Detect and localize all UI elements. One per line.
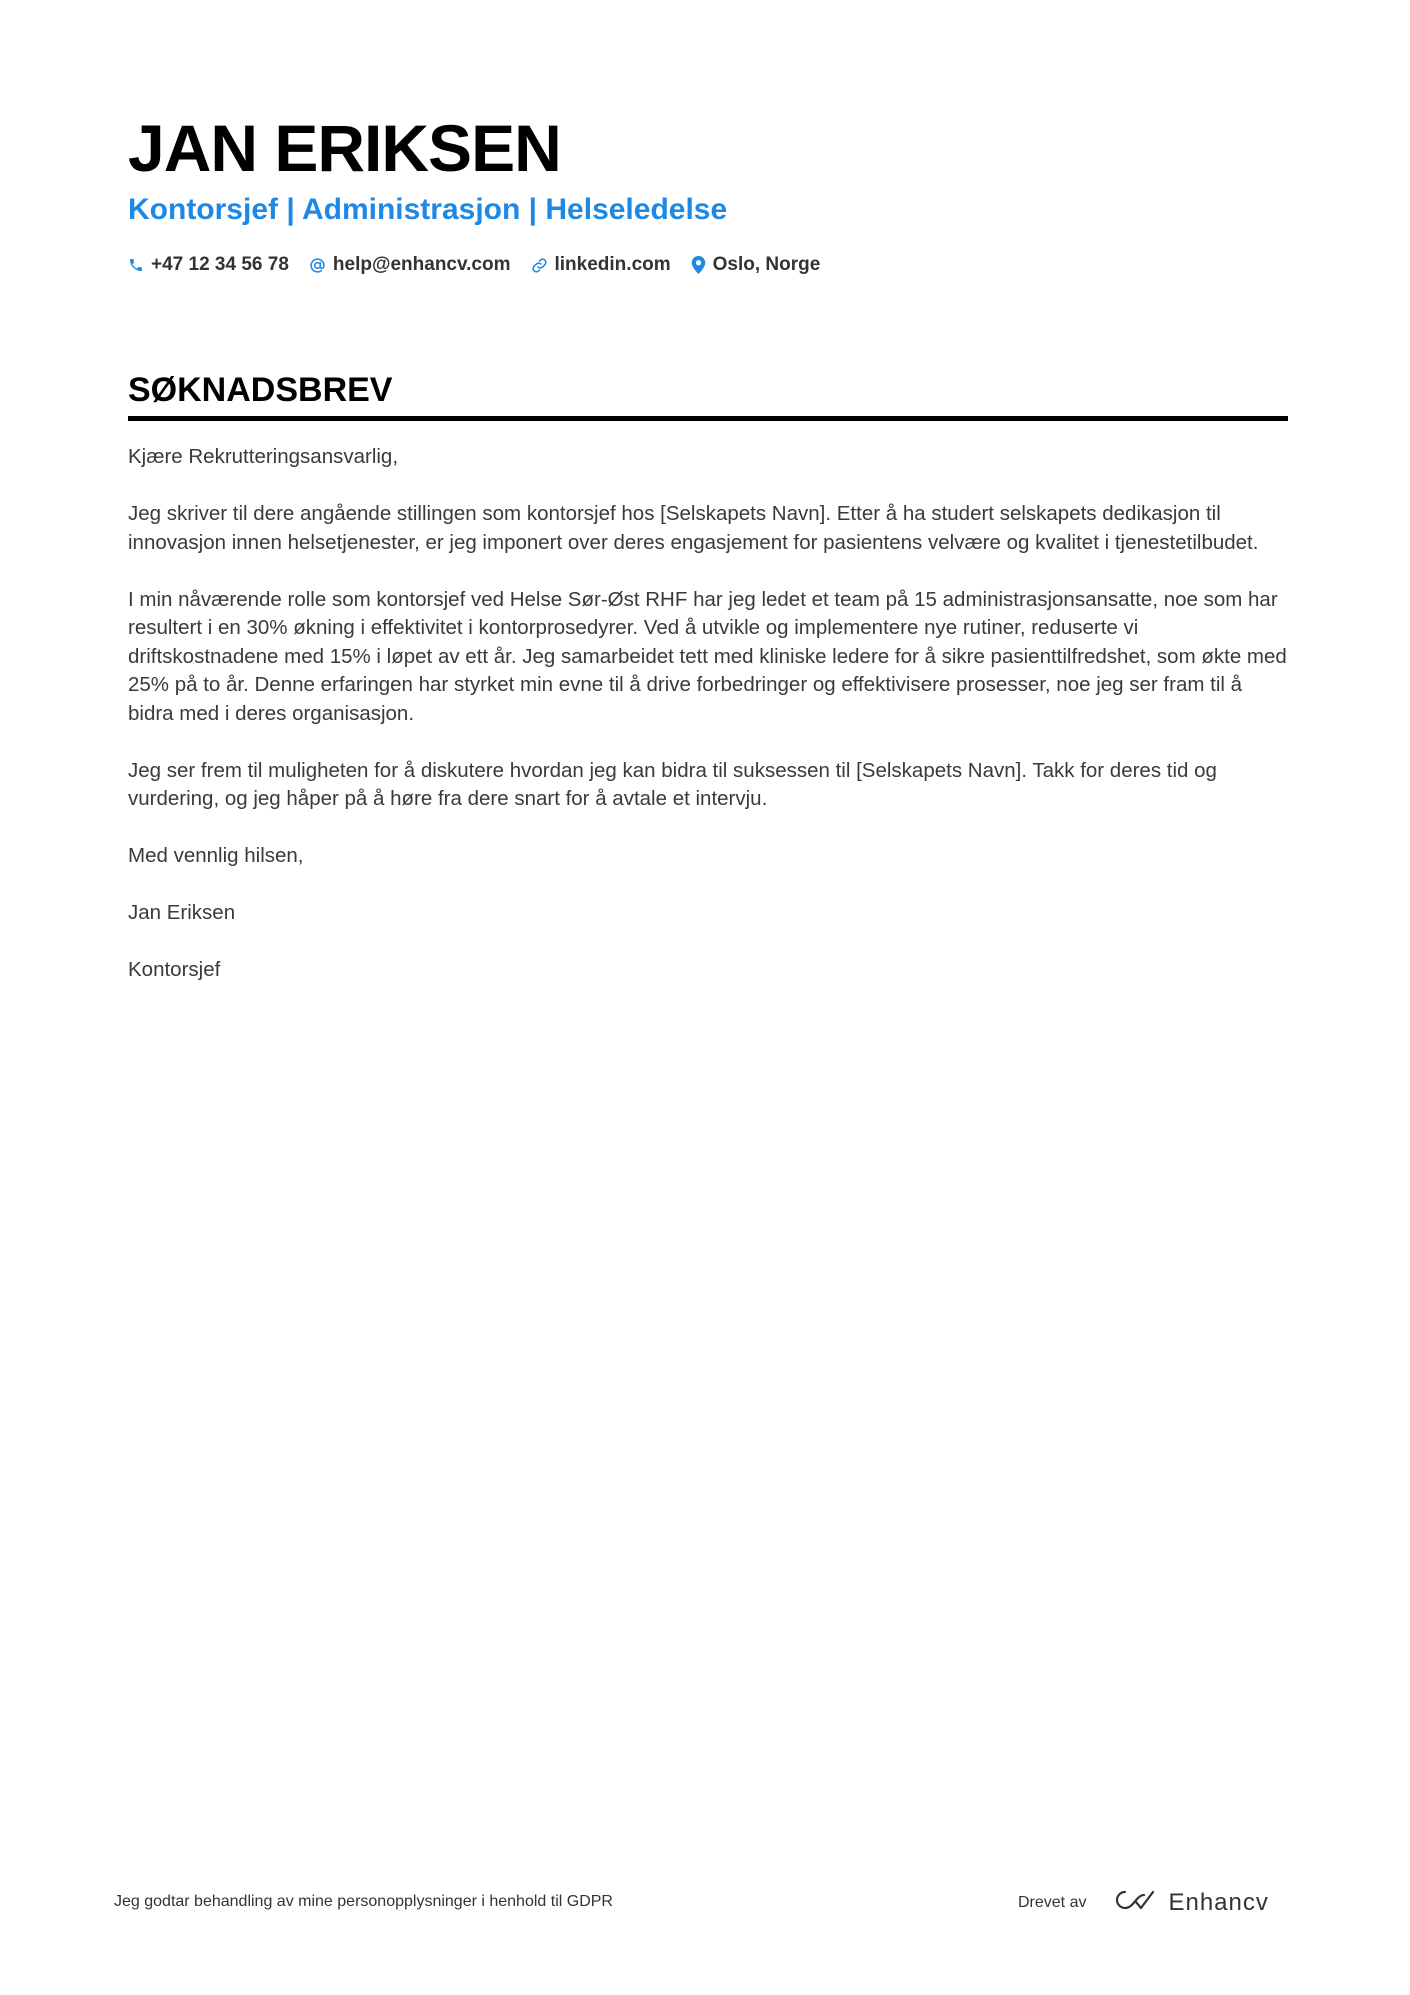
enhancv-brand-name: Enhancv [1168,1888,1269,1916]
letter-closing: Med vennlig hilsen, [128,844,304,867]
contact-location-text: Oslo, Norge [712,254,821,275]
gdpr-consent-text: Jeg godtar behandling av mine personopplysninger i henhold til GDPR [114,1893,613,1910]
candidate-title: Kontorsjef | Administrasjon | Helseledelse [128,193,728,226]
signature-name: Jan Eriksen [128,901,236,924]
enhancv-logo-icon [1112,1888,1158,1917]
letter-paragraph: Jeg ser frem til muligheten for å diskutere hvordan jeg kan bidra til suksessen til [Selskapets Navn]. Takk for deres tid og vurdering, og jeg håper på å høre fra dere snart for å avtale et intervju. [128,758,1217,810]
phone-icon [128,257,144,273]
letter-paragraph: Jeg skriver til dere angående stillingen som kontorsjef hos [Selskapets Navn]. Etter å ha studert selskapets dedikasjon til innovasjon innen helsetjenester, er jeg imponert over deres engasjement for pasientens velvære og kvalitet i tjenestetilbudet. [128,502,1259,554]
cover-letter-section [128,370,1288,985]
contact-linkedin[interactable] [531,254,671,276]
contact-phone-text: +47 12 34 56 78 [151,254,289,275]
location-pin-icon [691,256,706,274]
letter-greeting: Kjære Rekrutteringsansvarlig, [128,445,399,468]
contact-email[interactable] [309,254,511,276]
contact-location [691,254,821,276]
contact-linkedin-text[interactable]: linkedin.com [554,254,671,275]
contact-email-text[interactable]: help@enhancv.com [332,254,511,275]
signature-title: Kontorsjef [128,958,221,981]
letter-paragraph: I min nåværende rolle som kontorsjef ved Helse Sør-Øst RHF har jeg ledet et team på 15 administrasjonsansatte, noe som har resultert i en 30% økning i effektivitet i kontorprosedyrer. Ved å utvikle og implementere nye rutiner, reduserte vi driftskostnadene med 15% i løpet av ett år. Jeg samarbeidet tett med kliniske ledere for å sikre pasienttilfredshet, som økte med 25% på to år. Denne erfaringen har styrket min evne til å drive forbedringer og effektivisere prosesser, noe jeg ser fram til å bidra med i deres organisasjon. [128,587,1287,725]
document-page [128,108,1288,1013]
powered-by [1018,1888,1269,1917]
enhancv-brand[interactable] [1112,1888,1268,1917]
powered-by-label: Drevet av [1018,1893,1087,1911]
link-icon [531,257,548,274]
section-divider [128,416,1288,421]
letter-body [128,443,1288,985]
section-title: SØKNADSBREV [128,371,393,409]
at-icon [309,257,326,274]
contact-phone [128,254,289,276]
contact-bar [128,250,1288,280]
candidate-name: JAN ERIKSEN [128,111,561,185]
